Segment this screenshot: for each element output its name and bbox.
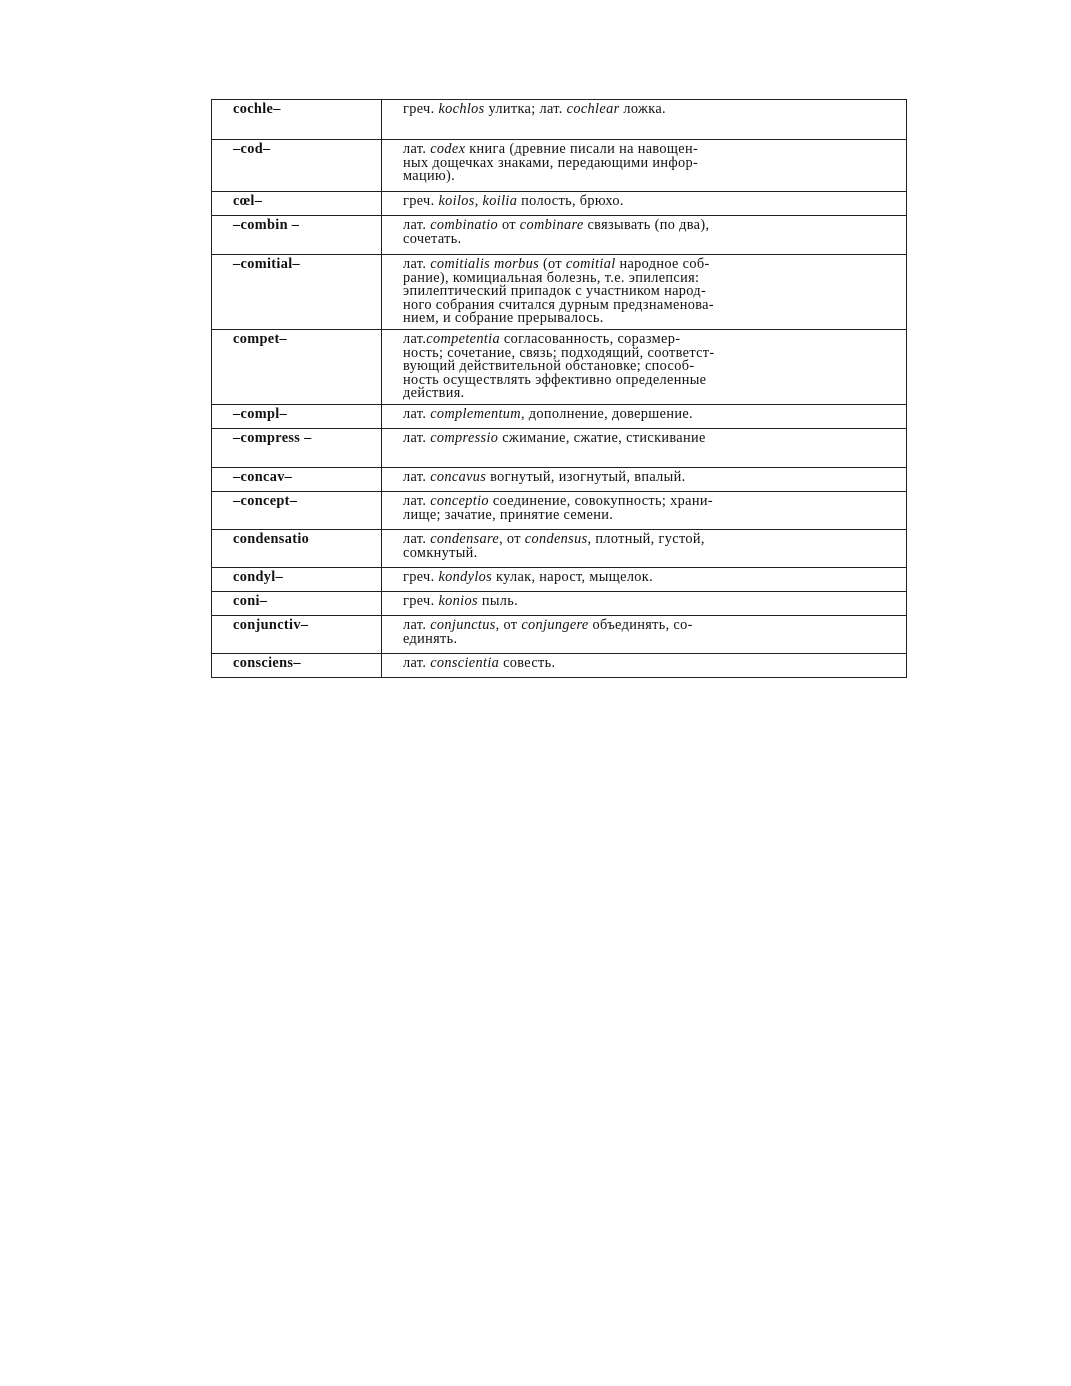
definition-italic-text: combinare xyxy=(519,217,584,233)
definition-text: сомкнутый. xyxy=(403,544,478,561)
glossary-table xyxy=(211,99,907,678)
definition-text: связывать (по два), xyxy=(583,217,710,233)
definition-text: лище; зачатие, принятие семени. xyxy=(403,506,614,523)
definition-italic-text: kondylos xyxy=(438,568,493,585)
entry-definition xyxy=(382,591,907,615)
definition-text: , плотный, густой, xyxy=(587,530,705,547)
definition-italic-text: conjungere xyxy=(521,616,589,633)
definition-text: эпилептический припадок с участником народ- xyxy=(403,283,707,300)
definition-italic-text: conscientia xyxy=(430,654,500,671)
definition-text: книга (древние писали на навощен- xyxy=(465,141,699,157)
definition-text: сочетать. xyxy=(403,230,462,247)
definition-text: лат. xyxy=(403,141,431,157)
definition-italic-text: kochlos xyxy=(438,101,485,117)
entry-term: –compress – xyxy=(212,428,382,467)
table-row xyxy=(212,615,907,653)
definition-text: лат. xyxy=(403,405,431,422)
definition-text: , от xyxy=(499,530,525,547)
entry-term: –concav– xyxy=(212,467,382,491)
definition-text: нием, и собрание прерывалось. xyxy=(403,310,604,327)
entry-definition xyxy=(382,255,907,330)
definition-italic-text: konios xyxy=(438,592,478,609)
definition-text: рание), комициальная болезнь, т.е. эпилепсия: xyxy=(403,269,700,286)
definition-text: вогнутый, изогнутый, впалый. xyxy=(486,468,686,485)
definition-text: (от xyxy=(539,256,566,272)
entry-definition xyxy=(382,216,907,255)
table-row xyxy=(212,329,907,404)
definition-text: ных дощечках знаками, передающими инфор- xyxy=(403,154,699,171)
definition-italic-text: condensare xyxy=(430,530,500,547)
definition-italic-text: koilos, koilia xyxy=(438,193,518,209)
definition-text: лат. xyxy=(403,256,431,272)
definition-text: полость, брюхо. xyxy=(517,193,624,209)
definition-text: , дополнение, довершение. xyxy=(520,405,693,422)
definition-text: лат. xyxy=(403,217,431,233)
entry-term: compet– xyxy=(212,329,382,404)
table-row xyxy=(212,653,907,677)
entry-definition xyxy=(382,567,907,591)
entry-term: –comitial– xyxy=(212,255,382,330)
definition-italic-text: conceptio xyxy=(430,492,489,509)
definition-text: соединение, совокупность; храни- xyxy=(488,492,713,509)
entry-term: –combin – xyxy=(212,216,382,255)
definition-text: народное соб- xyxy=(615,256,710,272)
table-row xyxy=(212,591,907,615)
definition-italic-text: condensus xyxy=(524,530,588,547)
entry-definition xyxy=(382,467,907,491)
definition-text: действия. xyxy=(403,385,465,402)
definition-text: лат. xyxy=(403,530,431,547)
entry-term: cœl– xyxy=(212,192,382,216)
definition-italic-text: concavus xyxy=(430,468,487,485)
entry-term: conjunctiv– xyxy=(212,615,382,653)
definition-italic-text: comitial xyxy=(565,256,616,272)
definition-text: улитка; лат. xyxy=(484,101,567,117)
table-row xyxy=(212,428,907,467)
definition-italic-text: combinatio xyxy=(430,217,499,233)
entry-definition xyxy=(382,653,907,677)
table-row xyxy=(212,567,907,591)
definition-text: согласованность, соразмер- xyxy=(500,330,681,347)
entry-term: condensatio xyxy=(212,529,382,567)
definition-text: сжимание, сжатие, стискивание xyxy=(498,429,706,446)
definition-text: лат. xyxy=(403,616,431,633)
definition-italic-text: comitialis morbus xyxy=(430,256,540,272)
entry-term: –compl– xyxy=(212,404,382,428)
definition-text: ного собрания считался дурным предзнаменова- xyxy=(403,296,714,313)
definition-text: мацию). xyxy=(403,168,456,185)
entry-definition xyxy=(382,100,907,140)
page-content xyxy=(211,99,907,678)
table-row xyxy=(212,467,907,491)
definition-italic-text: codex xyxy=(430,141,466,157)
definition-italic-text: compressio xyxy=(430,429,499,446)
definition-text: от xyxy=(498,217,520,233)
definition-text: лат. xyxy=(403,492,431,509)
definition-text: лат. xyxy=(403,330,427,347)
entry-definition xyxy=(382,404,907,428)
table-row xyxy=(212,255,907,330)
definition-italic-text: conjunctus xyxy=(430,616,496,633)
definition-italic-text: competentia xyxy=(426,330,500,347)
entry-definition xyxy=(382,529,907,567)
definition-text: лат. xyxy=(403,429,431,446)
definition-text: вующий действительной обстановке; способ- xyxy=(403,358,695,375)
entry-term: –cod– xyxy=(212,140,382,192)
entry-term: consciens– xyxy=(212,653,382,677)
definition-text: совесть. xyxy=(499,654,556,671)
definition-text: ность; сочетание, связь; подходящий, соответст- xyxy=(403,344,715,361)
entry-term: –concept– xyxy=(212,491,382,529)
table-row xyxy=(212,192,907,216)
entry-definition xyxy=(382,329,907,404)
table-row xyxy=(212,529,907,567)
definition-text: , от xyxy=(495,616,522,633)
entry-term: coni– xyxy=(212,591,382,615)
entry-term: condyl– xyxy=(212,567,382,591)
definition-text: единять. xyxy=(403,630,458,647)
entry-definition xyxy=(382,140,907,192)
entry-definition xyxy=(382,615,907,653)
definition-text: греч. xyxy=(403,193,439,209)
table-row xyxy=(212,404,907,428)
entry-definition xyxy=(382,491,907,529)
definition-text: кулак, нарост, мыщелок. xyxy=(492,568,654,585)
definition-italic-text: cochlear xyxy=(566,101,620,117)
definition-text: ность осуществлять эффективно определенные xyxy=(403,371,707,388)
definition-text: греч. xyxy=(403,101,439,117)
table-row xyxy=(212,100,907,140)
table-row xyxy=(212,140,907,192)
entry-definition xyxy=(382,192,907,216)
entry-definition xyxy=(382,428,907,467)
definition-text: пыль. xyxy=(477,592,519,609)
definition-text: греч. xyxy=(403,568,439,585)
definition-italic-text: complementum xyxy=(430,405,521,422)
glossary-body xyxy=(212,100,907,678)
entry-term: cochle– xyxy=(212,100,382,140)
definition-text: объединять, со- xyxy=(588,616,693,633)
table-row xyxy=(212,491,907,529)
table-row xyxy=(212,216,907,255)
definition-text: греч. xyxy=(403,592,439,609)
definition-text: ложка. xyxy=(619,101,666,117)
definition-text: лат. xyxy=(403,654,431,671)
definition-text: лат. xyxy=(403,468,431,485)
